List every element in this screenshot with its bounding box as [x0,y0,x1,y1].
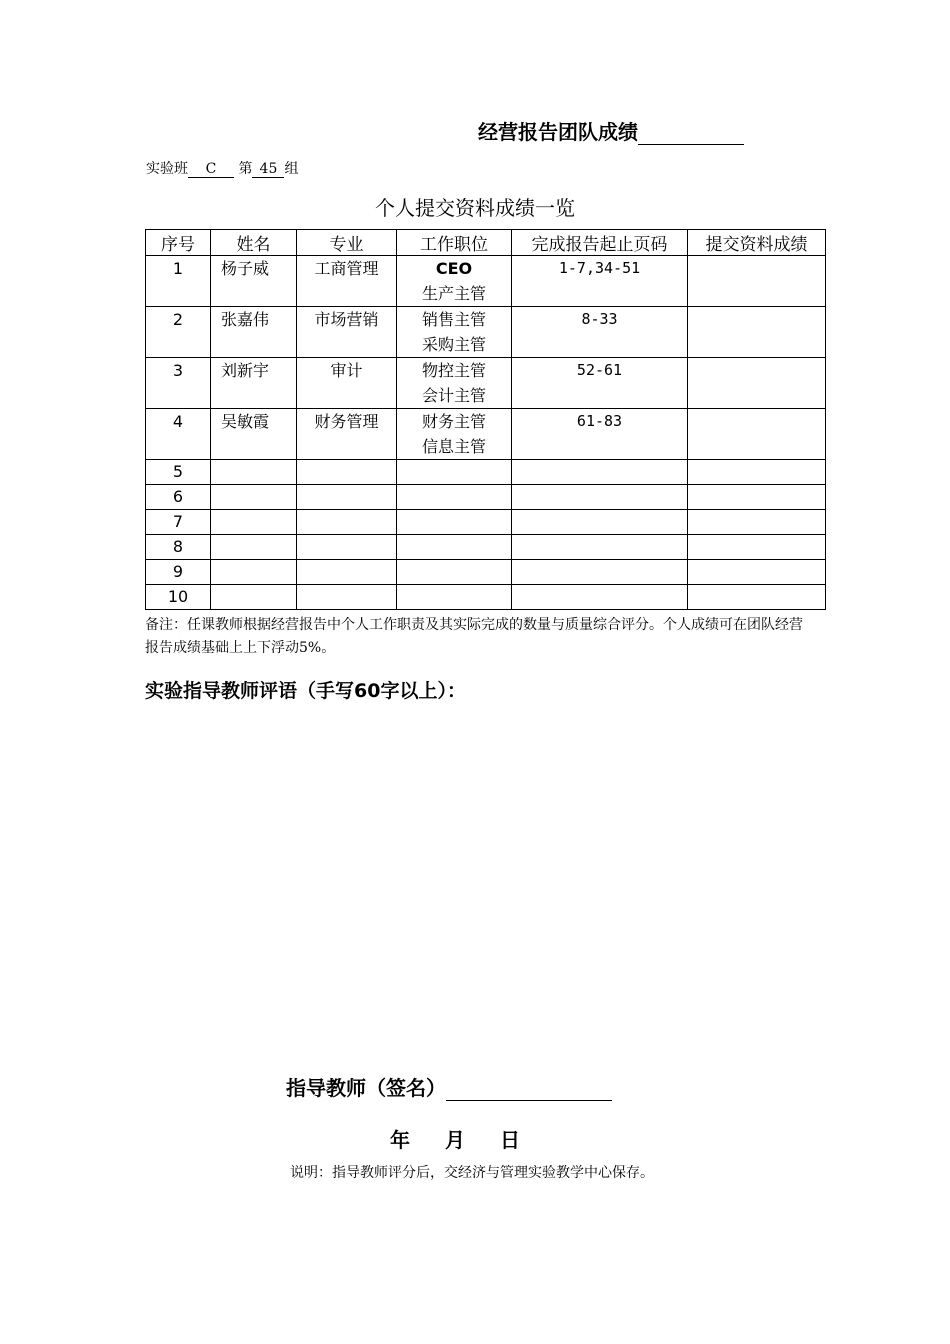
row-major: 财务管理 [297,409,397,460]
date-year: 年 [390,1128,411,1152]
row-position[interactable] [397,560,512,585]
row-name[interactable] [211,485,297,510]
row-no: 4 [146,409,211,460]
row-position[interactable] [397,510,512,535]
row-pages: 8-33 [512,307,688,358]
group-value: 45 [252,161,284,178]
row-pages[interactable] [512,560,688,585]
row-score[interactable] [688,485,826,510]
position-line-2: 会计主管 [421,386,486,405]
table-title: 个人提交资料成绩一览 [375,196,575,220]
row-major: 市场营销 [297,307,397,358]
team-score-line [478,116,744,145]
header-score: 提交资料成绩 [688,230,826,256]
row-no: 10 [146,585,211,610]
row-position[interactable] [397,485,512,510]
team-score-label: 经营报告团队成绩 [478,120,638,144]
teacher-comment-label: 实验指导教师评语（手写60字以上）： [145,680,466,702]
row-major[interactable] [297,535,397,560]
position-line-2: 生产主管 [421,284,486,303]
row-position [397,256,512,307]
row-major[interactable] [297,510,397,535]
row-no: 6 [146,485,211,510]
signature-blank[interactable] [446,1076,612,1101]
table-row-empty [146,585,826,610]
row-major[interactable] [297,460,397,485]
row-major[interactable] [297,560,397,585]
row-no: 9 [146,560,211,585]
date-month: 月 [445,1128,465,1152]
class-value: C [188,161,234,178]
position-line-1: 销售主管 [421,310,486,329]
row-major[interactable] [297,485,397,510]
row-position[interactable] [397,535,512,560]
row-no: 3 [146,358,211,409]
row-pages[interactable] [512,535,688,560]
table-row [146,307,826,358]
signature-line [286,1072,612,1101]
team-score-blank[interactable] [638,122,744,145]
class-group-line [146,158,298,178]
position-line-2: 采购主管 [421,335,486,354]
row-pages[interactable] [512,510,688,535]
row-position [397,409,512,460]
group-suffix: 组 [284,161,299,177]
row-no: 8 [146,535,211,560]
table-row [146,358,826,409]
row-position [397,358,512,409]
row-name[interactable] [211,535,297,560]
row-name[interactable] [211,560,297,585]
row-major[interactable] [297,585,397,610]
class-label: 实验班 [146,161,188,177]
date-line [0,1124,910,1153]
table-row-empty [146,485,826,510]
row-pages: 61-83 [512,409,688,460]
row-no: 7 [146,510,211,535]
row-score[interactable] [688,585,826,610]
row-no: 1 [146,256,211,307]
row-name: 杨子威 [211,256,297,307]
row-no: 5 [146,460,211,485]
position-line-2: 信息主管 [421,437,486,456]
row-score[interactable] [688,256,826,307]
header-pages: 完成报告起止页码 [512,230,688,256]
table-row [146,409,826,460]
table-row-empty [146,510,826,535]
row-score[interactable] [688,307,826,358]
row-score[interactable] [688,409,826,460]
row-score[interactable] [688,510,826,535]
row-position [397,307,512,358]
table-row-empty [146,560,826,585]
table-row [146,256,826,307]
footnote: 说明：指导教师评分后，交经济与管理实验教学中心保存。 [290,1165,654,1181]
row-major: 审计 [297,358,397,409]
row-position[interactable] [397,460,512,485]
row-pages[interactable] [512,485,688,510]
position-line-1: 物控主管 [421,361,486,380]
header-major: 专业 [297,230,397,256]
remark-note: 备注：任课教师根据经营报告中个人工作职责及其实际完成的数量与质量综合评分。个人成绩可在团队经营报告成绩基础上上下浮动5%。 [145,617,803,656]
header-no: 序号 [146,230,211,256]
row-name: 刘新宇 [211,358,297,409]
header-name: 姓名 [211,230,297,256]
row-major: 工商管理 [297,256,397,307]
header-position: 工作职位 [397,230,512,256]
table-row-empty [146,535,826,560]
grades-table [145,229,826,610]
row-score[interactable] [688,535,826,560]
row-no: 2 [146,307,211,358]
row-score[interactable] [688,460,826,485]
position-line-1: CEO [435,259,473,278]
date-day: 日 [499,1128,520,1152]
row-name: 张嘉伟 [211,307,297,358]
row-position[interactable] [397,585,512,610]
row-score[interactable] [688,358,826,409]
row-pages[interactable] [512,460,688,485]
row-score[interactable] [688,560,826,585]
row-name[interactable] [211,510,297,535]
row-pages[interactable] [512,585,688,610]
row-name: 吴敏霞 [211,409,297,460]
row-name[interactable] [211,460,297,485]
group-prefix: 第 [238,161,253,177]
position-line-1: 财务主管 [421,412,486,431]
signature-label: 指导教师（签名） [286,1076,446,1100]
table-header-row [146,230,826,256]
table-row-empty [146,460,826,485]
row-pages: 1-7,34-51 [512,256,688,307]
row-name[interactable] [211,585,297,610]
row-pages: 52-61 [512,358,688,409]
